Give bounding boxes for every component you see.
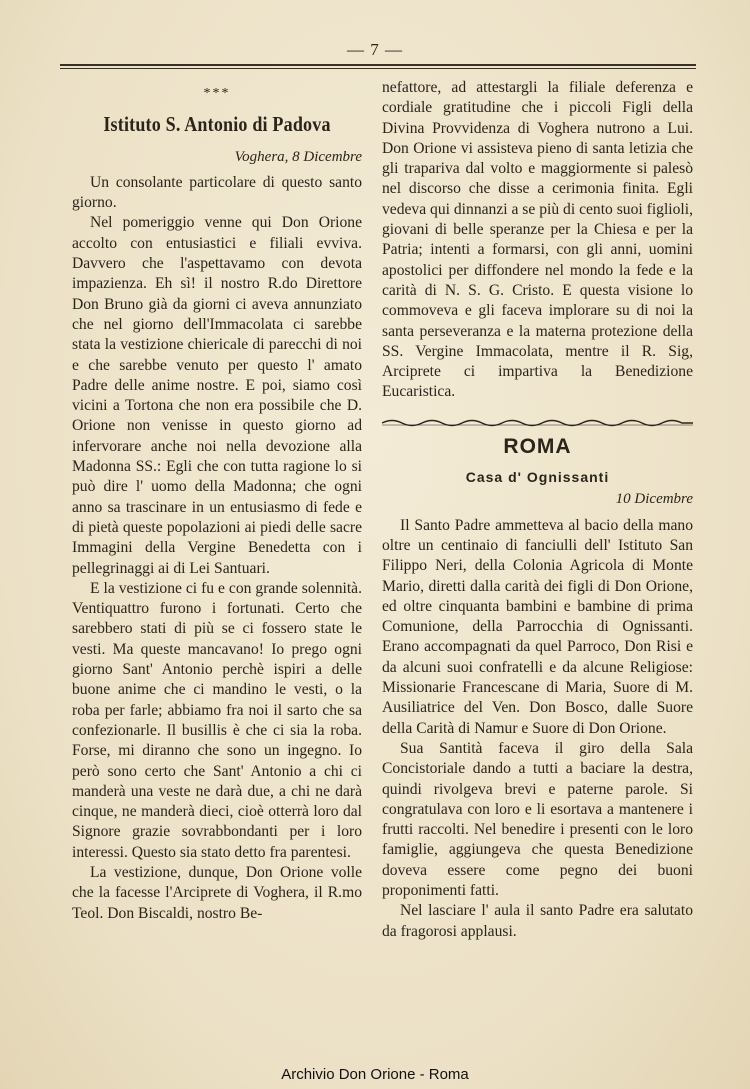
article-paragraph: E la vestizione ci fu e con grande solennità. Ventiquattro furono i fortunati. Certo che sarebbero stati di più se ci fossero state le vesti. Ma queste mancavano! Io prego ogni giorno Sant' Antonio perchè ispiri a delle buone anime che ci mandino le vesti, o la roba per farle; abbiamo fra noi il sarto che sa confezionarle. Il busillis è che ci sia la roba. Forse, mi diranno che sono un ingegno. Io però sono certo che Sant' Antonio a chi ci manderà una veste ne darà due, a chi ne darà cinque, ne manderà dieci, cioè otterrà loro dal Signore grazie sovrabbondanti per i loro interessi. Questo sia stato detto fra parentesi. xyxy=(72,579,362,861)
section-subtitle: Casa d' Ognissanti xyxy=(465,469,610,486)
section-dateline: 10 Dicembre xyxy=(615,491,693,508)
wavy-divider xyxy=(382,417,693,429)
page-number: — 7 — xyxy=(347,40,403,59)
article-paragraph: Nel lasciare l' aula il santo Padre era salutato da fragorosi applausi. xyxy=(382,902,693,940)
left-column xyxy=(72,78,362,924)
article-dateline: Voghera, 8 Dicembre xyxy=(234,148,362,165)
header-rule xyxy=(60,64,696,69)
article-paragraph: Nel pomeriggio venne qui Don Orione accolto con entusiastici e filiali evviva. Davvero che l'aspettavamo con devota impazienza. Eh sì! il nostro R.do Direttore Don Bruno già da giorni ci aveva annunziato che nel giorno dell'Immacolata ci sarebbe stata la vestizione chiericale di parecchi di noi e che sarebbe venuto per questo l' amato Padre delle anime nostre. E poi, siamo così vicini a Tortona che non era possibile che D. Orione non venisse in questo giorno ad infervorare anche noi nella devozione alla Madonna SS.: Egli che con tutta ragione lo si può dire l' uomo della Madonna; che ogni anno sa trascinare in un entusiasmo di fede e di pietà queste popolazioni ai piedi delle sacre Immagini della Vergine Benedetta con i pellegrinaggi ai di Lei Santuari. xyxy=(72,214,362,577)
section-ornament: *** xyxy=(203,86,231,101)
article-title: Istituto S. Antonio di Padova xyxy=(103,112,331,137)
right-column xyxy=(382,78,693,942)
article-continuation: nefattore, ad attestargli la filiale deferenza e cordiale gratitudine che i piccoli Figli della Divina Provvidenza di Voghera nutrono a Lui. Don Orione vi assisteva pieno di santa letizia che gli trapariva dal volto e maggiormente si palesò nel discorso che disse a cerimonia finita. Egli vedeva qui dinnanzi a se più di cento suoi figlioli, giovani di belle speranze per la Chiesa e per la Patria; intenti a formarsi, con gli anni, uomini apostolici per diffondere nel mondo la fede e la carità di N. S. G. Cristo. E questa visione lo commoveva e gli faceva implorare su di noi la santa perseveranza e la materna protezione della SS. Vergine Immacolata, mentre il R. Sig, Arciprete ci impartiva la Benedizione Eucaristica. xyxy=(382,79,693,401)
section-title-roma: ROMA xyxy=(503,434,572,458)
archive-footer: Archivio Don Orione - Roma xyxy=(281,1066,469,1083)
article-paragraph: Un consolante particolare di questo santo giorno. xyxy=(72,173,362,212)
article-paragraph: La vestizione, dunque, Don Orione volle che la facesse l'Arciprete di Voghera, il R.mo Teol. Don Biscaldi, nostro Be- xyxy=(72,863,362,922)
article-paragraph: Il Santo Padre ammetteva al bacio della mano oltre un centinaio di fanciulli dell' Istituto San Filippo Neri, della Colonia Agricola di Monte Mario, diretti dalla carità dei figli di Don Orione, ed oltre cinquanta bambini e bambine di prima Comunione, della Parrocchia di Ognissanti. Erano accompagnati da quel Parroco, Don Risi e da alcuni suoi confratelli e da alcune Religiose: Missionarie Francescane di Maria, Suore di M. Ausiliatrice del Ven. Don Bosco, dalle Suore della Carità di Namur e Suore di Don Orione. xyxy=(382,516,693,737)
article-paragraph: Sua Santità faceva il giro della Sala Concistoriale dando a tutti a baciare la destra, quindi rivolgeva brevi e paterne parole. Si congratulava con loro e li esortava a mantenere i frutti raccolti. Nel benedire i presenti con le loro famiglie, aggiungeva che questa Benedizione doveva essere come pegno dei buoni proponimenti fatti. xyxy=(382,739,693,899)
